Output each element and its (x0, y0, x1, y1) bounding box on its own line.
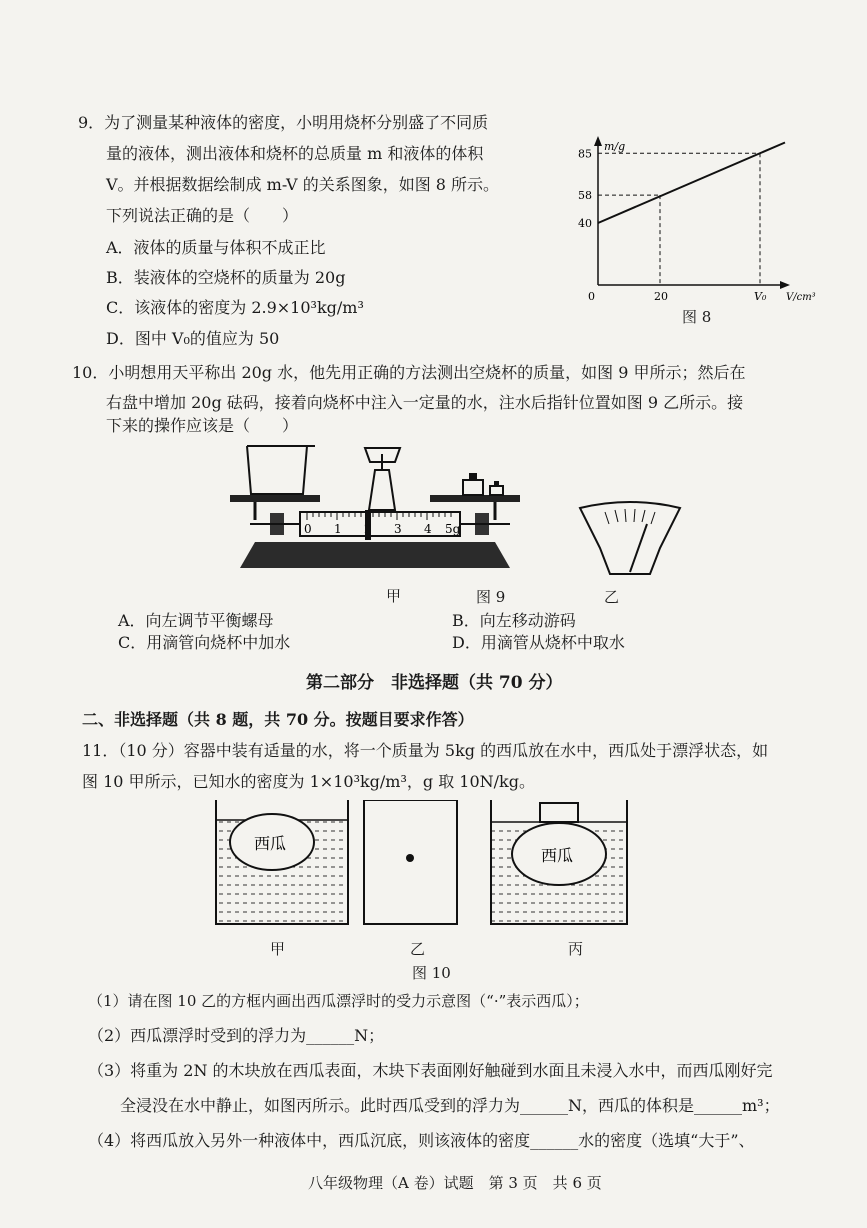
q10-line-3: 下来的操作应该是（ ） (106, 416, 299, 435)
beaker-icon (247, 446, 307, 494)
series-line (598, 142, 785, 223)
q11-sub-1: （1）请在图 10 乙的方框内画出西瓜漂浮时的受力示意图（“·”表示西瓜）； (88, 992, 589, 1010)
q9-line-1: 9．为了测量某种液体的密度，小明用烧杯分别盛了不同质 (78, 113, 489, 132)
scale-number-3: 3 (394, 522, 402, 536)
q10-option-b: B．向左移动游码 (452, 611, 576, 630)
scale-number-5: 5g (445, 522, 461, 536)
q11-line-1: 11．（10 分）容器中装有适量的水，将一个质量为 5kg 的西瓜放在水中，西瓜处于漂浮状态，如 (82, 741, 769, 760)
figure-10-label-bing: 丙 (568, 940, 584, 958)
q11-sub-4: （4）将西瓜放入另外一种液体中，西瓜沉底，则该液体的密度______水的密度（选填“大于”、 (88, 1131, 755, 1150)
y-tick-label-0: 40 (578, 217, 592, 230)
part2-title: 第二部分 非选择题（共 70 分） (306, 673, 563, 693)
figure-9-caption: 图 9 (476, 588, 506, 606)
figure-10-label-jia: 甲 (270, 940, 286, 958)
q10-option-c: C．用滴管向烧杯中加水 (118, 633, 291, 652)
y-axis-label: m/g (604, 140, 626, 153)
beam-scale (300, 512, 460, 536)
figure-8-chart (560, 130, 830, 330)
left-pan (230, 495, 320, 502)
q10-option-a: A．向左调节平衡螺母 (118, 611, 274, 630)
y-tick-label-2: 85 (578, 147, 592, 161)
scale-number-0: 0 (304, 522, 312, 536)
force-diagram-box[interactable] (364, 800, 457, 924)
q10-line-1: 10．小明想用天平称出 20g 水，他先用正确的方法测出空烧杯的质量，如图 9 甲所示；然后在 (72, 363, 746, 382)
figure-9-label-yi: 乙 (604, 588, 620, 606)
pointer-needle (630, 524, 647, 572)
q9-line-3: V。并根据数据绘制成 m-V 的关系图象，如图 8 所示。 (106, 175, 500, 194)
q9-line-4: 下列说法正确的是（ ） (106, 206, 299, 225)
right-pan (430, 495, 520, 502)
weight-small-icon (490, 486, 503, 495)
watermelon-label-bing: 西瓜 (541, 846, 574, 865)
q11-sub-3-line-2: 全浸没在水中静止，如图丙所示。此时西瓜受到的浮力为______N，西瓜的体积是______m³； (120, 1096, 780, 1115)
q11-sub-2: （2）西瓜漂浮时受到的浮力为______N； (88, 1026, 385, 1045)
figure-9-label-jia: 甲 (386, 587, 402, 605)
wood-block (540, 803, 578, 822)
q10-option-d: D．用滴管从烧杯中取水 (452, 633, 625, 652)
balance-base (240, 542, 510, 568)
scale-number-1: 1 (334, 522, 342, 536)
q9-line-2: 量的液体，测出液体和烧杯的总质量 m 和液体的体积 (106, 144, 484, 163)
q11-sub-3-line-1: （3）将重为 2N 的木块放在西瓜表面，木块下表面刚好触碰到水面且未浸入水中，而西瓜刚好完 (88, 1061, 773, 1080)
pointer-dial-figure (575, 498, 685, 580)
watermelon-dot (406, 854, 414, 862)
section-heading: 二、非选择题（共 8 题，共 70 分。按题目要求作答） (82, 710, 474, 729)
y-axis-arrow (594, 136, 602, 146)
watermelon-label-jia: 西瓜 (254, 834, 287, 853)
q11-line-2: 图 10 甲所示，已知水的密度为 1×10³kg/m³，g 取 10N/kg。 (82, 772, 535, 791)
page-footer: 八年级物理（A 卷）试题 第 3 页 共 6 页 (308, 1174, 602, 1192)
q9-option-c: C．该液体的密度为 2.9×10³kg/m³ (106, 298, 364, 317)
q9-option-b: B．装液体的空烧杯的质量为 20g (106, 268, 346, 287)
q9-option-a: A．液体的质量与体积不成正比 (106, 238, 326, 257)
x-axis-arrow (780, 281, 790, 289)
figure-8-caption: 图 8 (682, 308, 712, 326)
q10-line-2: 右盘中增加 20g 砝码，接着向烧杯中注入一定量的水，注水后指针位置如图 9 乙所示。接 (106, 393, 744, 412)
figure-10-label-yi: 乙 (410, 940, 426, 958)
weight-large-icon (463, 480, 483, 495)
q9-option-d: D．图中 V₀的值应为 50 (106, 329, 280, 348)
y-tick-label-1: 58 (578, 189, 592, 203)
x-tick-label-1: 20 (654, 290, 668, 303)
figure-10-caption: 图 10 (412, 964, 451, 982)
scale-number-4: 4 (424, 522, 432, 536)
rider (365, 510, 371, 540)
figure-10 (210, 800, 635, 928)
x-tick-label-0: 0 (588, 290, 595, 303)
balance-scale-figure (225, 440, 525, 575)
x-axis-label: V/cm³ (786, 292, 816, 303)
x-tick-label-2: V₀ (754, 290, 767, 303)
